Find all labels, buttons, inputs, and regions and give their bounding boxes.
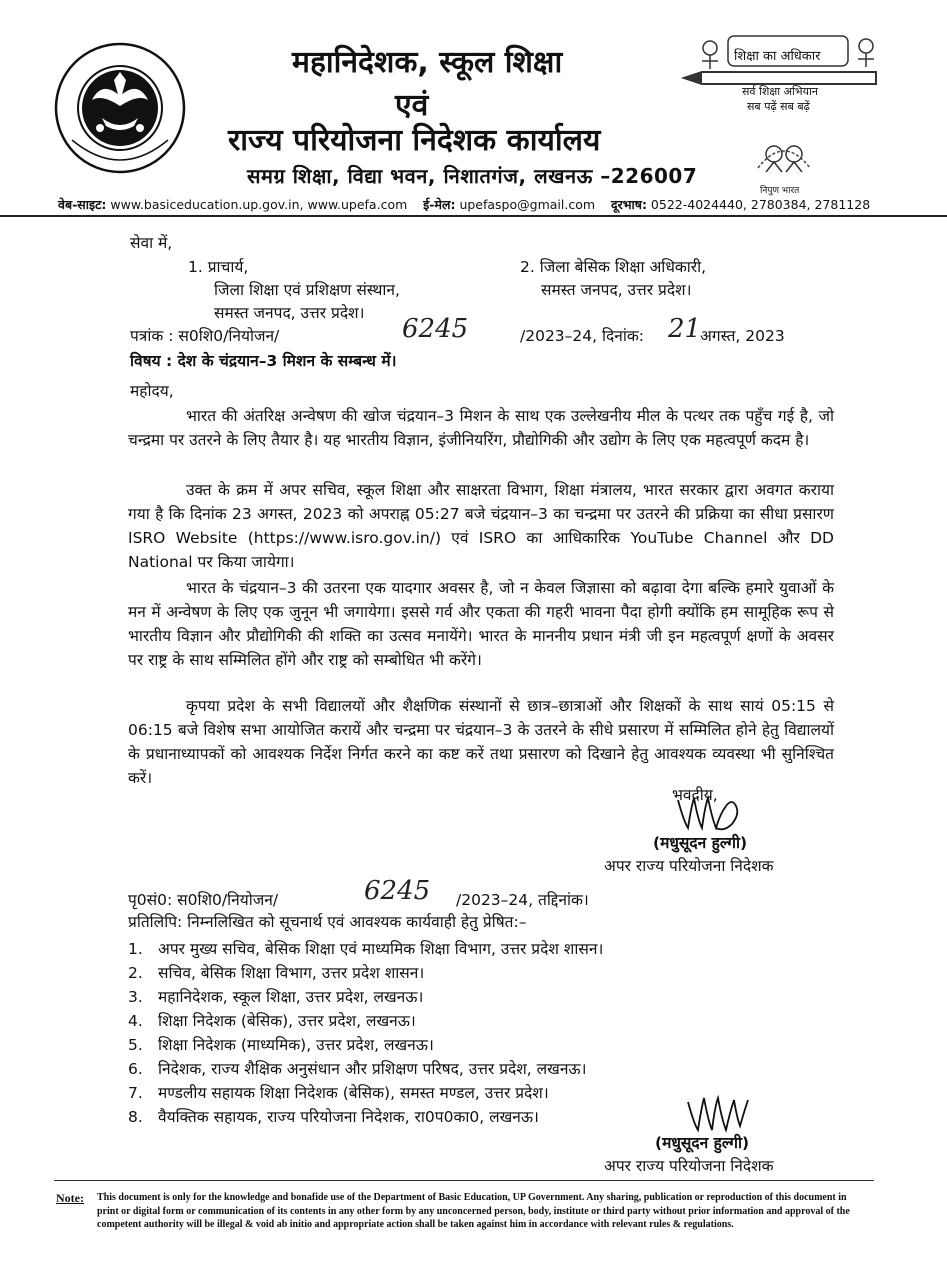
closing: भवदीय, (672, 786, 718, 804)
sa-label: सर्व शिक्षा अभियान (742, 85, 818, 98)
salutation-to: सेवा में, (130, 234, 173, 252)
office-title-line1: महानिदेशक, स्कूल शिक्षा (292, 45, 563, 80)
website-label: वेब-साइट: (58, 197, 107, 212)
signatory-name-1: (मधुसूदन हुल्गी) (653, 834, 748, 852)
ref-prefix: पत्रांक : स0शि0/नियोजन/ (130, 327, 280, 345)
copy-list-item-text: सचिव, बेसिक शिक्षा विभाग, उत्तर प्रदेश शासन। (158, 964, 425, 982)
paragraph-4: कृपया प्रदेश के सभी विद्यालयों और शैक्षणिक संस्थानों से छात्र–छात्राओं और शिक्षकों के साथ सायं 05:15 से 06:15 बजे विशेष सभा आयोजित करायें और चन्द्रमा पर चंद्रयान–3 के उतरने के सीधे प्रसारण में सम्मिलित होने हेतु विद्यालयों के प्रधानाध्यापकों को आवश्यक निर्देश निर्गत करने का कष्ट करें तथा प्रसारण को दिखाने हेतु आवश्यक व्यवस्था भी सुनिश्चित करें। (128, 697, 834, 787)
note-label: Note: (56, 1191, 84, 1205)
copy-list-item (128, 1033, 434, 1055)
up-government-emblem-icon (52, 40, 188, 176)
footer-divider (54, 1180, 874, 1181)
recipient1-line1: 1. प्राचार्य, (188, 258, 249, 276)
email-label: ई-मेल: (423, 197, 456, 212)
recipient2-line2: समस्त जनपद, उत्तर प्रदेश। (541, 281, 692, 299)
copy-ref-suffix: /2023–24, तद्दिनांक। (456, 891, 589, 909)
copy-list-item (128, 937, 603, 959)
ref-suffix: /2023–24, दिनांक: (520, 327, 644, 345)
signature-1-icon (672, 790, 762, 832)
copy-list-item (128, 1009, 416, 1031)
greeting: महोदय, (130, 382, 174, 400)
sa-tagline: सब पढ़ें सब बढ़ें (747, 100, 810, 113)
date-month-year: अगस्त, 2023 (700, 327, 785, 345)
copy-list-item-number: 7. (128, 1084, 143, 1102)
copy-list-item-number: 4. (128, 1012, 143, 1030)
paragraph-2: उक्त के क्रम में अपर सचिव, स्कूल शिक्षा और साक्षरता विभाग, शिक्षा मंत्रालय, भारत सरकार द्वारा अवगत कराया गया है कि दिनांक 23 अगस्त, 2023 को अपराह्न 05:27 बजे चंद्रयान–3 का चन्द्रमा पर उतरने की प्रक्रिया का सीधा प्रसारण ISRO Website (https://www.isro.gov.in/) एवं ISRO का आधिकारिक YouTube Channel और DD National पर किया जायेगा। (128, 481, 834, 571)
copy-list-item-text: मण्डलीय सहायक शिक्षा निदेशक (बेसिक), समस्त मण्डल, उत्तर प्रदेश। (158, 1084, 549, 1102)
copy-ref-number-handwritten: 6245 (364, 876, 431, 906)
contact-line (58, 196, 870, 213)
copy-list-item-number: 3. (128, 988, 143, 1006)
copy-list-item (128, 1081, 549, 1103)
recipient1-line3: समस्त जनपद, उत्तर प्रदेश। (214, 304, 365, 322)
recipient1-line2: जिला शिक्षा एवं प्रशिक्षण संस्थान, (214, 281, 400, 299)
phone-value: 0522-4024440, 2780384, 2781128 (650, 197, 871, 212)
copy-list-item-text: शिक्षा निदेशक (बेसिक), उत्तर प्रदेश, लखनऊ। (158, 1012, 416, 1030)
signature-2-icon (684, 1088, 754, 1134)
copy-list-item-text: निदेशक, राज्य शैक्षिक अनुसंधान और प्रशिक्षण परिषद, उत्तर प्रदेश, लखनऊ। (158, 1060, 587, 1078)
header-divider (0, 215, 947, 217)
copy-list-item-text: महानिदेशक, स्कूल शिक्षा, उत्तर प्रदेश, लखनऊ। (158, 988, 424, 1006)
signatory-title-1: अपर राज्य परियोजना निदेशक (604, 857, 774, 875)
signatory-name-2: (मधुसूदन हुल्गी) (655, 1134, 750, 1152)
date-day-handwritten: 21 (668, 314, 702, 344)
copy-list-item (128, 961, 424, 983)
copy-list-item (128, 1105, 539, 1127)
letter-subject: विषय : देश के चंद्रयान–3 मिशन के सम्बन्ध में। (130, 352, 397, 370)
rte-label: शिक्षा का अधिकार (734, 49, 821, 64)
phone-label: दूरभाष: (610, 197, 647, 212)
office-address: समग्र शिक्षा, विद्या भवन, निशातगंज, लखनऊ –226007 (247, 164, 698, 188)
office-title-line2: एवं (395, 88, 429, 123)
ref-number-handwritten: 6245 (402, 314, 469, 344)
copy-list-item (128, 985, 423, 1007)
email-value[interactable]: upefaspo@gmail.com (459, 197, 596, 212)
copy-list-item-number: 6. (128, 1060, 143, 1078)
recipient2-line1: 2. जिला बेसिक शिक्षा अधिकारी, (520, 258, 707, 276)
copy-list-item-text: शिक्षा निदेशक (माध्यमिक), उत्तर प्रदेश, लखनऊ। (158, 1036, 434, 1054)
copy-list-item-number: 2. (128, 964, 143, 982)
copy-ref-prefix: पृ0सं0: स0शि0/नियोजन/ (128, 891, 279, 909)
copy-list-item-text: अपर मुख्य सचिव, बेसिक शिक्षा एवं माध्यमिक शिक्षा विभाग, उत्तर प्रदेश शासन। (158, 940, 604, 958)
copy-list-item-number: 1. (128, 940, 143, 958)
copy-list-item-text: वैयक्तिक सहायक, राज्य परियोजना निदेशक, रा0प0का0, लखनऊ। (158, 1108, 539, 1126)
signatory-title-2: अपर राज्य परियोजना निदेशक (604, 1157, 774, 1175)
copy-list-item (128, 1057, 586, 1079)
copy-intro: प्रतिलिपि: निम्नलिखित को सूचनार्थ एवं आवश्यक कार्यवाही हेतु प्रेषित:– (128, 913, 527, 931)
copy-list-item-number: 5. (128, 1036, 143, 1054)
nipun-bharat-logo-icon (752, 128, 816, 180)
paragraph-3: भारत के चंद्रयान–3 की उतरना एक यादगार अवसर है, जो न केवल जिज्ञासा को बढ़ावा देगा बल्कि हमारे युवाओं के मन में अन्वेषण के लिए एक जुनून भी जगायेगा। इससे गर्व और एकता की गहरी भावना पैदा होगी क्योंकि हम सामूहिक रूप से भारतीय विज्ञान और प्रौद्योगिकी की शक्ति का उत्सव मनायेंगे। भारत के माननीय प्रधान मंत्री जी इन महत्वपूर्ण क्षणों के अवसर पर राष्ट्र के साथ सम्मिलित होंगे और राष्ट्र को सम्बोधित भी करेंगे। (128, 579, 834, 669)
note-text: This document is only for the knowledge and bonafide use of the Department of Basic Education, UP Government. Any sharing, publication or reproduction of this document in print or digital form or communication of its contents in any other form by any unconcerned person, body, institute or third party without prior information and approval of the competent authority will be illegal & void ab initio and appropriate action shall be taken against him in accordance with relevant rules & regulations. (97, 1192, 850, 1230)
copy-list-item-number: 8. (128, 1108, 143, 1126)
nipun-label: निपुण भारत (760, 186, 800, 196)
office-title-line3: राज्य परियोजना निदेशक कार्यालय (228, 123, 601, 158)
paragraph-1: भारत की अंतरिक्ष अन्वेषण की खोज चंद्रयान–3 मिशन के साथ एक उल्लेखनीय मील के पत्थर तक पहुँच गई है, जो चन्द्रमा पर उतरने के लिए तैयार है। यह भारतीय विज्ञान, इंजीनियरिंग, प्रौद्योगिकी और उद्योग के लिए एक महत्वपूर्ण कदम है। (128, 407, 834, 449)
website-value[interactable]: www.basiceducation.up.gov.in, www.upefa.com (110, 197, 408, 212)
